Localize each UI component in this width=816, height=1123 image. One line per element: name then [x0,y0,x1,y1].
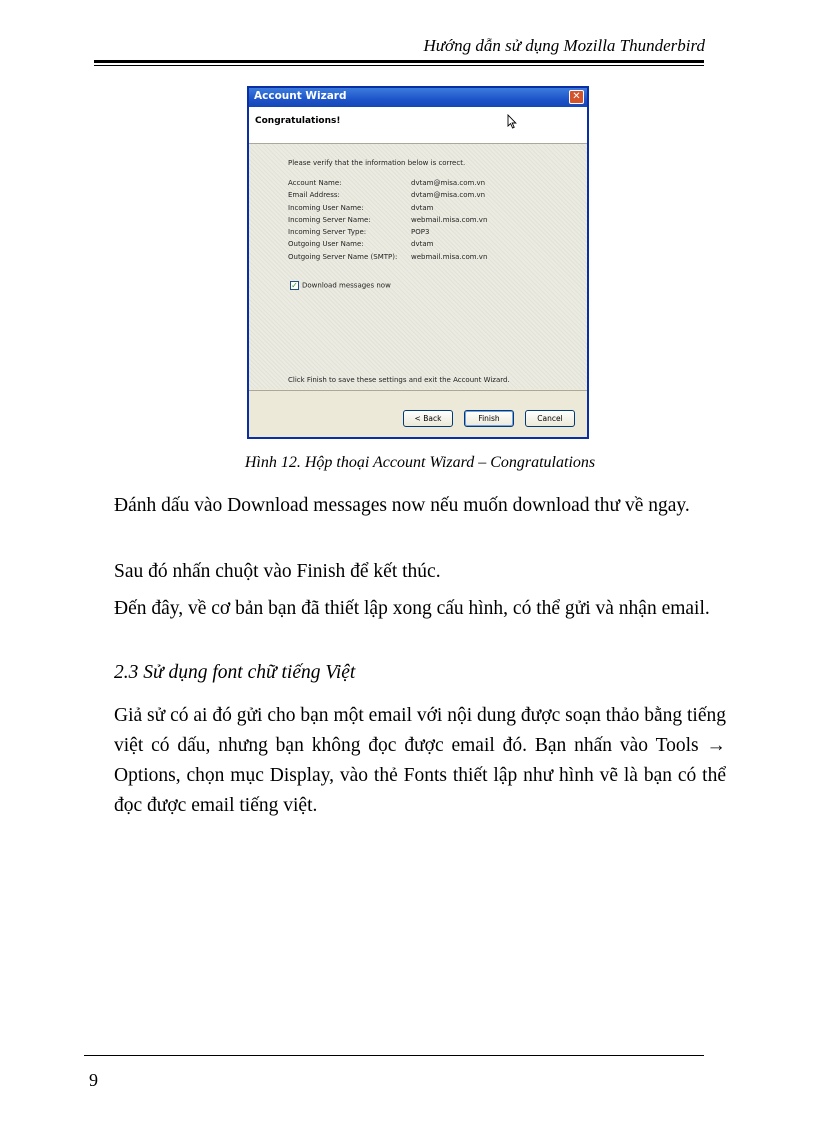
info-label: Outgoing Server Name (SMTP): [288,252,398,261]
info-value: webmail.misa.com.vn [411,215,488,224]
paragraph-done: Đến đây, về cơ bản bạn đã thiết lập xong cấu hình, có thể gửi và nhận email. [114,598,710,619]
wizard-body [249,144,587,389]
info-label: Outgoing User Name: [288,240,364,249]
info-value: webmail.misa.com.vn [411,252,488,261]
info-value: dvtam [411,203,434,212]
close-icon: ✕ [572,91,581,102]
info-value: dvtam@misa.com.vn [411,179,486,187]
section-title: 2.3 Sử dụng font chữ tiếng Việt [114,662,356,683]
info-value: POP3 [411,228,430,237]
info-label: Incoming Server Name: [288,215,371,224]
paragraph-fonts: Giả sử có ai đó gửi cho bạn một email với nội dung được soạn thảo bằng tiếng việt có dấu, nhưng bạn không đọc được email đó. Bạn nhấn vào Tools → Options, chọn mục Display, vào thẻ Fonts thiết lập như hình vẽ là bạn có thể đọc được email tiếng việt. [114,705,726,816]
back-button[interactable]: < Back [403,410,453,427]
info-value: dvtam@misa.com.vn [411,191,486,200]
dialog-titlebar[interactable] [249,88,587,107]
info-label: Incoming User Name: [288,203,364,212]
wizard-heading: Congratulations! [255,116,341,126]
header-title: Hướng dẫn sử dụng Mozilla Thunderbird [423,36,705,55]
paragraph-finish: Sau đó nhấn chuột vào Finish để kết thúc. [114,561,441,582]
page-number: 9 [89,1070,98,1090]
account-wizard-dialog [247,86,589,439]
info-label: Incoming Server Type: [288,228,367,237]
paragraph-download: Đánh dấu vào Download messages now nếu muốn download thư về ngay. [114,495,690,516]
download-messages-checkbox[interactable]: ✓ [291,281,298,290]
verify-text: Please verify that the information below is correct. [288,159,466,167]
download-messages-option[interactable] [290,281,391,290]
footer-rule [84,1055,704,1056]
dialog-title: Account Wizard [254,90,347,102]
close-button[interactable] [569,90,584,104]
header-rule-thin [94,65,704,66]
header-rule [94,60,704,63]
wizard-header [249,107,587,144]
dialog-button-bar [249,390,587,437]
cancel-button[interactable]: Cancel [525,410,575,427]
download-messages-label: Download messages now [302,281,391,290]
info-label: Account Name: [288,179,342,187]
info-value: dvtam [411,240,434,249]
finish-button[interactable]: Finish [464,410,514,427]
info-label: Email Address: [288,191,340,200]
mouse-pointer-icon [507,114,517,129]
figure-caption: Hình 12. Hộp thoại Account Wizard – Congratulations [244,454,596,471]
finish-note: Click Finish to save these settings and exit the Account Wizard. [288,376,510,384]
